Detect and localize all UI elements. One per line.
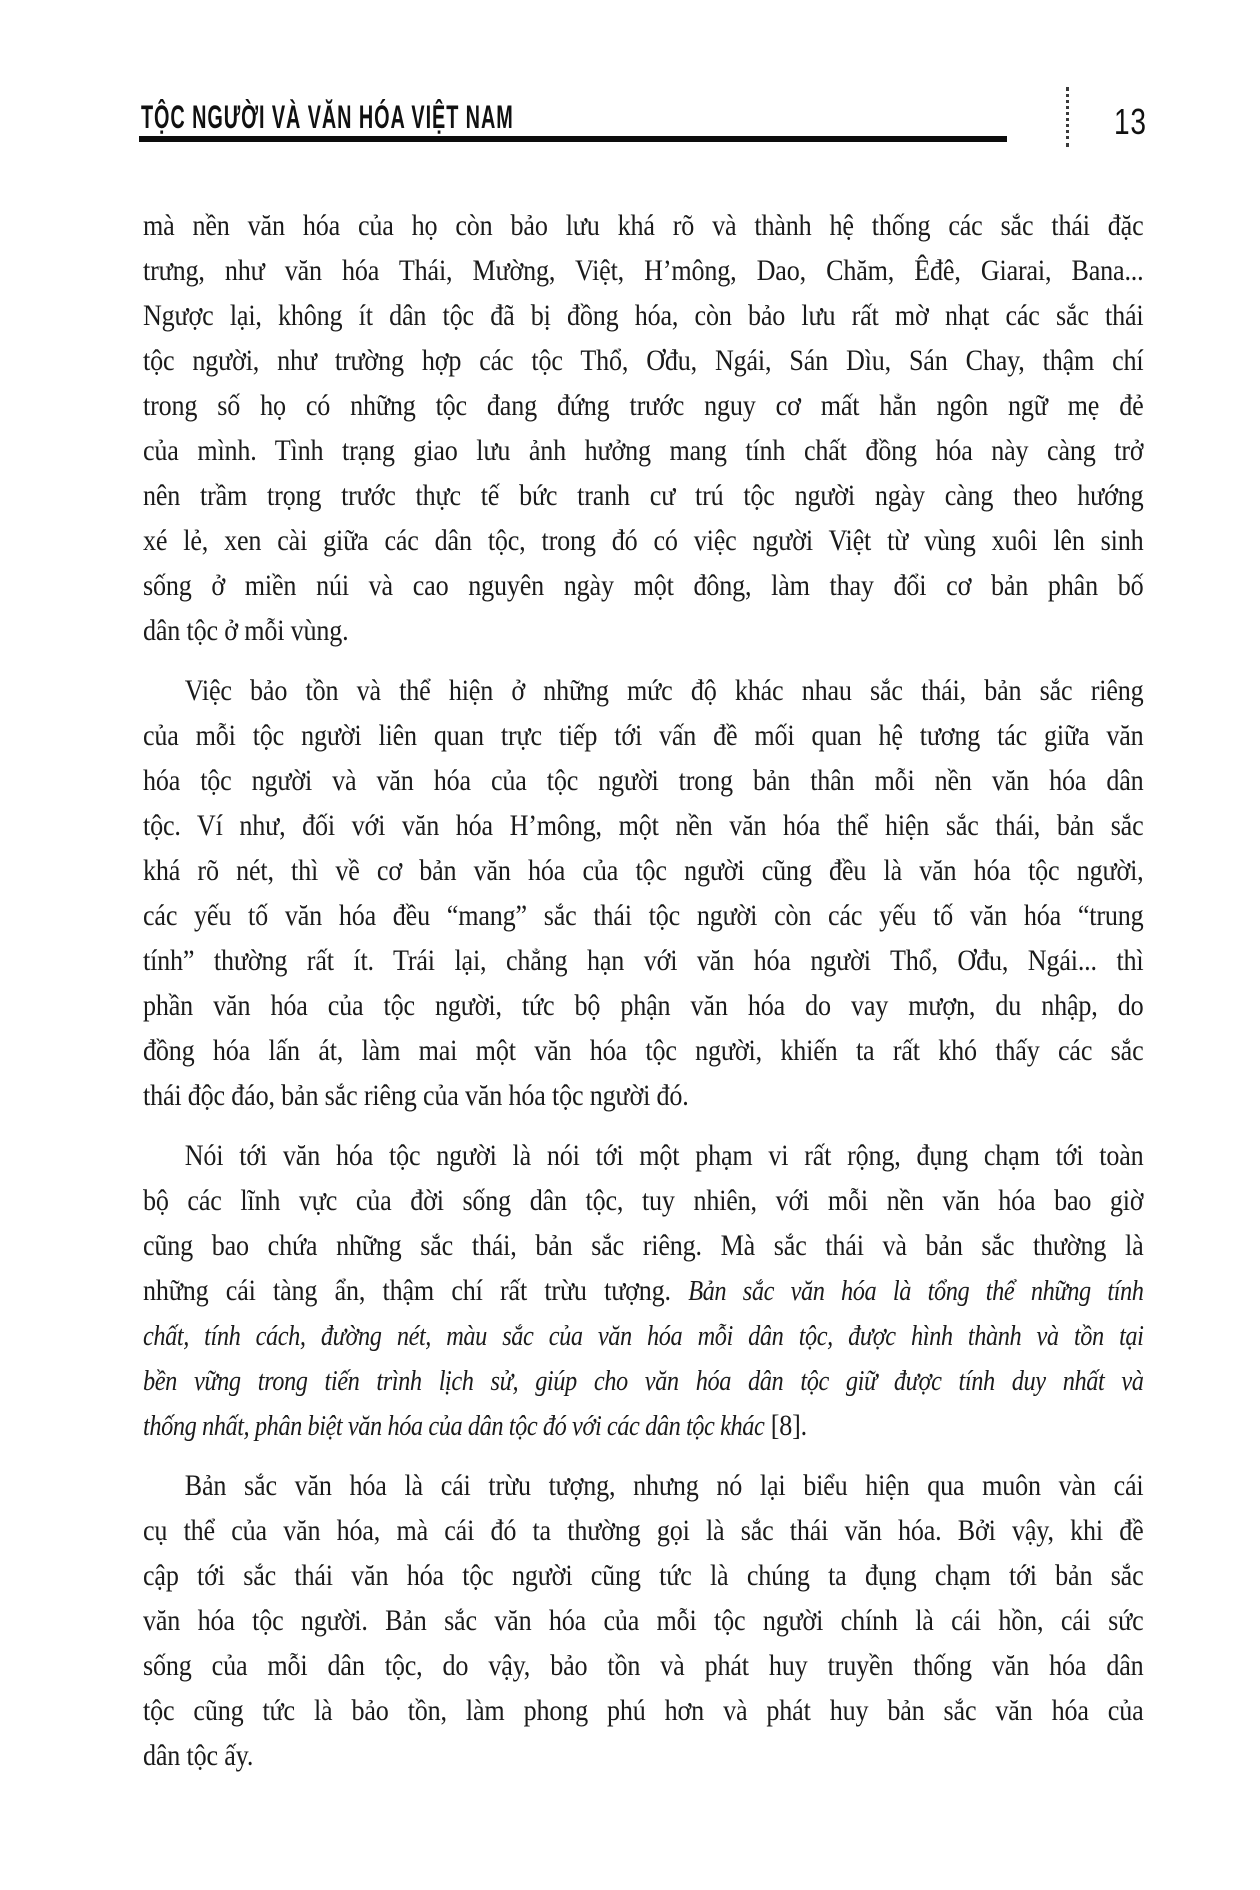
text-line <box>143 893 1144 938</box>
regular-text: Ngược lại, không ít dân tộc đã bị đồng hóa, còn bảo lưu rất mờ nhạt các sắc thái <box>143 299 1144 332</box>
regular-text: tính” thường rất ít. Trái lại, chẳng hạn với văn hóa người Thổ, Ơđu, Ngái... thì <box>143 944 1144 977</box>
text-line <box>143 758 1144 803</box>
regular-text: thái độc đáo, bản sắc riêng của văn hóa tộc người đó. <box>143 1079 689 1112</box>
text-line <box>143 668 1144 713</box>
text-line <box>143 1028 1144 1073</box>
paragraph <box>143 1463 1144 1778</box>
regular-text: Nói tới văn hóa tộc người là nói tới một phạm vi rất rộng, đụng chạm tới toàn <box>184 1139 1144 1172</box>
text-line <box>143 248 1144 293</box>
regular-text: cập tới sắc thái văn hóa tộc người cũng tức là chúng ta đụng chạm tới bản sắc <box>143 1559 1144 1592</box>
regular-text: cũng bao chứa những sắc thái, bản sắc riêng. Mà sắc thái và bản sắc thường là <box>143 1229 1144 1262</box>
regular-text: phần văn hóa của tộc người, tức bộ phận văn hóa do vay mượn, du nhập, do <box>143 989 1144 1022</box>
text-line <box>143 848 1144 893</box>
text-line <box>143 1733 1144 1778</box>
header-rule <box>139 136 1007 142</box>
regular-text: của mình. Tình trạng giao lưu ảnh hưởng mang tính chất đồng hóa này càng trở <box>143 434 1144 467</box>
text-line <box>143 1178 1144 1223</box>
page-number-separator <box>1066 87 1069 147</box>
text-line <box>143 938 1144 983</box>
regular-text: tộc cũng tức là bảo tồn, làm phong phú hơn và phát huy bản sắc văn hóa của <box>143 1694 1144 1727</box>
regular-text: văn hóa tộc người. Bản sắc văn hóa của mỗi tộc người chính là cái hồn, cái sức <box>143 1604 1144 1637</box>
regular-text: mà nền văn hóa của họ còn bảo lưu khá rõ và thành hệ thống các sắc thái đặc <box>143 209 1144 242</box>
regular-text: bộ các lĩnh vực của đời sống dân tộc, tuy nhiên, với mỗi nền văn hóa bao giờ <box>143 1184 1144 1217</box>
regular-text: của mỗi tộc người liên quan trực tiếp tới vấn đề mối quan hệ tương tác giữa văn <box>143 719 1144 752</box>
text-line <box>143 983 1144 1028</box>
text-line <box>143 1688 1144 1733</box>
regular-text: trưng, như văn hóa Thái, Mường, Việt, H’mông, Dao, Chăm, Êđê, Giarai, Bana... <box>143 254 1144 287</box>
text-line <box>143 1313 1144 1358</box>
text-line <box>143 1223 1144 1268</box>
italic-text: chất, tính cách, đường nét, màu sắc của văn hóa mỗi dân tộc, được hình thành và tồn tại <box>143 1321 1144 1352</box>
regular-text: sống ở miền núi và cao nguyên ngày một đông, làm thay đổi cơ bản phân bố <box>143 569 1144 602</box>
text-line <box>143 203 1144 248</box>
text-line <box>143 473 1144 518</box>
regular-text: dân tộc ở mỗi vùng. <box>143 614 349 647</box>
regular-text: Việc bảo tồn và thể hiện ở những mức độ khác nhau sắc thái, bản sắc riêng <box>184 674 1144 707</box>
regular-text: [8]. <box>764 1409 807 1442</box>
text-line <box>143 1553 1144 1598</box>
page-number: 13 <box>1114 101 1147 142</box>
regular-text: Bản sắc văn hóa là cái trừu tượng, nhưng nó lại biểu hiện qua muôn vàn cái <box>184 1469 1144 1502</box>
regular-text: dân tộc ấy. <box>143 1739 254 1772</box>
regular-text: hóa tộc người và văn hóa của tộc người trong bản thân mỗi nền văn hóa dân <box>143 764 1144 797</box>
regular-text: đồng hóa lấn át, làm mai một văn hóa tộc người, khiến ta rất khó thấy các sắc <box>143 1034 1144 1067</box>
text-line <box>143 1643 1144 1688</box>
text-line <box>143 1073 1144 1118</box>
regular-text: sống của mỗi dân tộc, do vậy, bảo tồn và phát huy truyền thống văn hóa dân <box>143 1649 1144 1682</box>
text-line <box>143 713 1144 758</box>
regular-text: tộc người, như trường hợp các tộc Thổ, Ơđu, Ngái, Sán Dìu, Sán Chay, thậm chí <box>143 344 1144 377</box>
body-text <box>143 203 1144 1778</box>
text-line <box>143 293 1144 338</box>
text-line <box>143 1463 1144 1508</box>
italic-text: bền vững trong tiến trình lịch sử, giúp cho văn hóa dân tộc giữ được tính duy nhất và <box>143 1366 1144 1397</box>
text-line <box>143 1358 1144 1403</box>
paragraph <box>143 668 1144 1118</box>
text-line <box>143 563 1144 608</box>
text-line <box>143 608 1144 653</box>
regular-text: các yếu tố văn hóa đều “mang” sắc thái tộc người còn các yếu tố văn hóa “trung <box>143 899 1144 932</box>
text-line <box>143 1133 1144 1178</box>
regular-text: tộc. Ví như, đối với văn hóa H’mông, một nền văn hóa thể hiện sắc thái, bản sắc <box>143 809 1144 842</box>
text-line <box>143 1268 1144 1313</box>
regular-text: khá rõ nét, thì về cơ bản văn hóa của tộc người cũng đều là văn hóa tộc người, <box>143 854 1144 887</box>
text-line <box>143 428 1144 473</box>
text-line <box>143 803 1144 848</box>
text-line <box>143 1598 1144 1643</box>
text-line <box>143 1508 1144 1553</box>
text-line <box>143 338 1144 383</box>
regular-text: trong số họ có những tộc đang đứng trước nguy cơ mất hẳn ngôn ngữ mẹ đẻ <box>143 389 1144 422</box>
regular-text: xé lẻ, xen cài giữa các dân tộc, trong đó có việc người Việt từ vùng xuôi lên sinh <box>143 524 1144 557</box>
italic-text: Bản sắc văn hóa là tổng thể những tính <box>688 1276 1144 1307</box>
text-line <box>143 1403 1144 1448</box>
running-header-title: TỘC NGƯỜI VÀ VĂN HÓA VIỆT NAM <box>141 99 514 135</box>
regular-text: những cái tàng ẩn, thậm chí rất trừu tượng. <box>143 1274 689 1307</box>
regular-text: cụ thể của văn hóa, mà cái đó ta thường gọi là sắc thái văn hóa. Bởi vậy, khi đề <box>143 1514 1144 1547</box>
paragraph <box>143 1133 1144 1448</box>
italic-text: thống nhất, phân biệt văn hóa của dân tộc đó với các dân tộc khác <box>143 1411 765 1442</box>
text-line <box>143 518 1144 563</box>
regular-text: nên trầm trọng trước thực tế bức tranh cư trú tộc người ngày càng theo hướng <box>143 479 1144 512</box>
paragraph <box>143 203 1144 653</box>
text-line <box>143 383 1144 428</box>
